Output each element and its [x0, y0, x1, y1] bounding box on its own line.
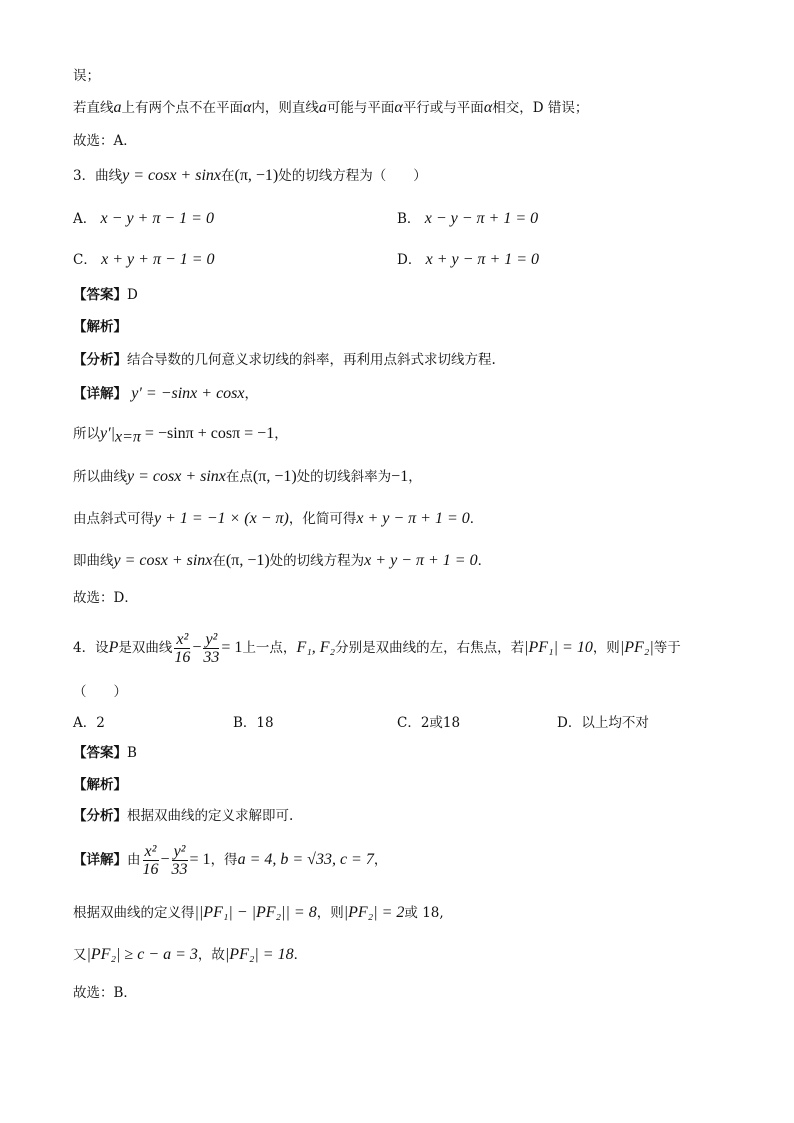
math: x − y − π + 1 = 0: [424, 210, 539, 227]
answer-value: D: [127, 287, 138, 303]
math: y′|: [100, 425, 115, 442]
text: 在: [212, 553, 226, 569]
option-c: [73, 248, 215, 269]
math: P: [108, 639, 119, 656]
detail-tag: 【详解】: [73, 386, 127, 402]
math: (π, −1): [252, 468, 297, 485]
step-line: [73, 945, 307, 965]
math: (π, −1): [225, 552, 270, 569]
text: 即曲线: [73, 553, 114, 569]
fraction-denominator: 16: [174, 649, 191, 666]
math: −: [192, 639, 202, 656]
math: x − y + π − 1 = 0: [100, 210, 214, 227]
text: 分别是双曲线的左，右焦点，若: [335, 640, 525, 656]
analysis-header: [73, 775, 127, 795]
math: a: [113, 99, 122, 116]
text: 可能与平面: [326, 100, 395, 116]
option-d: [397, 248, 539, 269]
text: 结合导数的几何意义求切线的斜率，再利用点斜式求切线方程.: [127, 352, 496, 368]
step-line: [73, 903, 444, 923]
question-3: [73, 166, 427, 186]
option-a: [73, 207, 214, 228]
option-text: A．2: [73, 715, 105, 731]
detail-line: [73, 384, 258, 404]
math: −: [160, 851, 170, 868]
option-b: [233, 711, 274, 731]
text: 处的切线方程为: [269, 553, 365, 569]
text: 所以曲线: [73, 469, 127, 485]
text-line: [73, 983, 137, 1003]
math: α: [243, 99, 252, 116]
math: x + y − π + 1 = 0: [356, 510, 470, 527]
text-line: [73, 682, 127, 702]
option-text: C．2或18: [397, 715, 461, 731]
fraction-denominator: 33: [203, 649, 220, 666]
math: |PF₂| = 18: [224, 946, 294, 963]
math: |PF₂|: [619, 639, 654, 656]
fraction: [174, 631, 190, 666]
math: x + y − π + 1 = 0: [364, 552, 478, 569]
text: ，则: [592, 640, 620, 656]
math: = 1: [221, 639, 243, 656]
answer-value: B: [127, 745, 137, 761]
text: ，: [244, 386, 258, 402]
analysis-sub-tag: 【分析】: [73, 352, 127, 368]
fraction: [203, 631, 219, 666]
question-number: 4．设: [73, 640, 109, 656]
text: ，故: [197, 947, 225, 963]
text: ．: [477, 553, 492, 569]
math: F₁, F₂: [296, 639, 336, 656]
option-a: [73, 711, 105, 731]
text-line: [73, 131, 137, 151]
text: 上一点，: [242, 640, 297, 656]
question-number: 3．曲线: [73, 168, 123, 184]
detail-line: [73, 840, 387, 880]
math: x=π: [115, 428, 141, 446]
text-line: [73, 588, 138, 608]
text: （ ）: [73, 684, 127, 700]
analysis-header: [73, 317, 127, 337]
analysis-line: [73, 350, 496, 370]
text: ，得: [210, 852, 238, 868]
text: 处的切线斜率为: [296, 469, 392, 485]
option-label: B．: [397, 211, 421, 227]
text: 由: [127, 852, 141, 868]
option-d: [557, 711, 649, 731]
text: ．: [469, 511, 484, 527]
math: |PF₁| = 10: [524, 639, 593, 656]
text: ，化简可得: [288, 511, 357, 527]
text: 所以: [73, 426, 100, 442]
math: α: [394, 99, 403, 116]
text: 相交，D 错误；: [492, 100, 589, 116]
analysis-sub-tag: 【分析】: [73, 808, 127, 824]
text: 误；: [73, 68, 100, 84]
text: 若直线: [73, 100, 114, 116]
text: 故选：A．: [73, 133, 137, 149]
option-b: [397, 207, 538, 228]
math: a: [318, 99, 327, 116]
text: ．: [293, 947, 308, 963]
analysis-line: [73, 806, 293, 826]
math: x + y + π − 1 = 0: [101, 251, 215, 268]
math: y = cosx + sinx: [113, 552, 213, 569]
math: |PF₂| = 2: [343, 904, 405, 921]
option-label: D．: [397, 252, 422, 268]
fraction-numerator: y²: [203, 631, 219, 649]
answer-line: [73, 285, 138, 305]
step-line: [73, 424, 288, 448]
text: 内，则直线: [251, 100, 319, 116]
math: (π, −1): [234, 167, 279, 184]
math: y + 1 = −1 × (x − π): [154, 510, 289, 527]
text-line: [73, 98, 588, 118]
text: 又: [73, 947, 87, 963]
option-label: C．: [73, 252, 97, 268]
option-c: [397, 711, 460, 731]
fraction-numerator: x²: [143, 843, 159, 861]
math: α: [483, 99, 493, 116]
text: 平行或与平面: [402, 100, 484, 116]
text: 故选：D．: [73, 590, 138, 606]
text: 根据双曲线的定义求解即可.: [127, 808, 294, 824]
math: |PF₂| ≥ c − a = 3: [86, 946, 198, 963]
text: 根据双曲线的定义得: [73, 905, 195, 921]
fraction-denominator: 33: [171, 861, 188, 878]
math: y = cosx + sinx: [127, 468, 226, 485]
math: y = cosx + sinx: [122, 167, 221, 184]
fraction: [143, 843, 159, 878]
answer-tag: 【答案】: [73, 287, 127, 303]
text: 上有两个点不在平面: [121, 100, 243, 116]
text: 处的切线方程为（ ）: [278, 168, 427, 184]
text: 在: [221, 168, 235, 184]
step-line: [73, 467, 422, 487]
text: ，则: [316, 905, 344, 921]
text: 故选：B．: [73, 985, 137, 1001]
text: 由点斜式可得: [73, 511, 154, 527]
fraction-numerator: x²: [174, 631, 190, 649]
text: 是双曲线: [118, 640, 173, 656]
text: 或 18,: [404, 905, 444, 921]
math: −1: [391, 468, 409, 485]
math: = 1: [189, 851, 211, 868]
text: ，: [408, 469, 422, 485]
option-text: B．18: [233, 715, 274, 731]
text-line: [73, 66, 100, 86]
question-4: [73, 628, 681, 668]
math: = −sinπ + cosπ = −1: [140, 425, 275, 442]
math: y′ = −sinx + cosx: [131, 385, 245, 402]
text: 在点: [225, 469, 253, 485]
fraction-numerator: y²: [172, 843, 188, 861]
option-label: A．: [73, 211, 97, 227]
math: a = 4, b = √33, c = 7: [237, 851, 374, 868]
math: ||PF₁| − |PF₂|| = 8: [194, 904, 317, 921]
math: x + y − π + 1 = 0: [425, 251, 540, 268]
analysis-tag: 【解析】: [73, 319, 127, 335]
text: ，: [274, 426, 288, 442]
analysis-tag: 【解析】: [73, 777, 127, 793]
text: 等于: [653, 640, 681, 656]
option-text: D．以上均不对: [557, 715, 649, 731]
fraction-denominator: 16: [142, 861, 159, 878]
answer-tag: 【答案】: [73, 745, 127, 761]
step-line: [73, 551, 491, 571]
step-line: [73, 509, 483, 529]
answer-line: [73, 743, 137, 763]
detail-tag: 【详解】: [73, 852, 127, 868]
fraction: [172, 843, 188, 878]
text: ，: [373, 852, 388, 868]
